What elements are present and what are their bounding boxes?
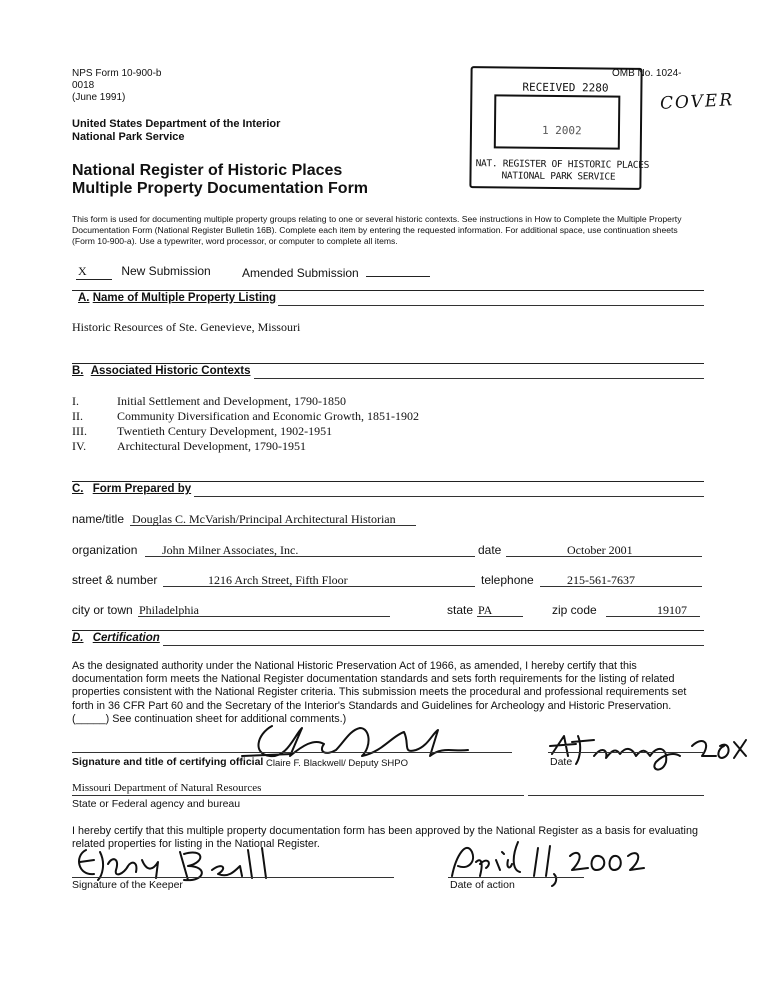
section-c-title: Form Prepared by [92,483,192,495]
keeper-signature-label: Signature of the Keeper [72,879,183,891]
section-b-title: Associated Historic Contexts [90,365,251,377]
name-title-field[interactable]: Douglas C. McVarish/Principal Architectural Historian [132,512,396,526]
context-4-num: IV. [72,439,87,453]
context-2-text: Community Diversification and Economic Growth, 1851-1902 [117,409,419,423]
context-2-num: II. [72,409,83,423]
section-a-heading [72,292,276,304]
state-field[interactable]: PA [478,603,493,617]
certification-date-label: Date [550,756,573,768]
keeper-date-label: Date of action [450,879,515,891]
organization-underline [145,556,475,557]
multiple-property-name: Historic Resources of Ste. Genevieve, Missouri [72,320,301,334]
keeper-signature-line [72,877,394,878]
section-d-heading [72,632,160,644]
new-submission-label: New Submission [121,264,211,278]
zip-label: zip code [552,603,597,617]
certification-paragraph: As the designated authority under the National Historic Preservation Act of 1966, as amended, I hereby certify that this documentation form meets the National Register documentation standards and sets forth requirements for the listing of related properties consistent with the National Register criteria. This submission meets the procedural and professional requirements set forth in 36 CFR Part 60 and the Secretary of the Interior's Standards and Guidelines for Archeology and Historic Preservation. (_____) See continuation sheet for additional comments.) [72,660,687,725]
telephone-label: telephone [481,573,534,587]
city-label: city or town [72,603,133,617]
name-title-label: name/title [72,512,125,526]
section-b-letter: B. [72,365,84,377]
stamp-date-box [494,94,621,149]
street-label: street & number [72,573,158,587]
context-3-text: Twentieth Century Development, 1902-1951 [117,424,333,438]
city-underline [138,616,390,617]
new-submission-mark[interactable]: X [76,264,112,280]
state-underline [477,616,523,617]
date-prepared-label: date [478,543,502,557]
section-a-heading-rule [278,305,704,306]
zip-underline [606,616,700,617]
amended-submission-blank[interactable] [366,264,430,277]
stamp-service: NATIONAL PARK SERVICE [501,170,616,183]
street-underline [163,586,475,587]
agency-line [72,795,524,796]
section-b-top-rule [72,363,704,364]
city-field[interactable]: Philadelphia [139,603,199,617]
section-a-title: Name of Multiple Property Listing [92,292,277,304]
street-field[interactable]: 1216 Arch Street, Fifth Floor [208,573,348,587]
context-4-text: Architectural Development, 1790-1951 [117,439,306,453]
agency-field[interactable]: Missouri Department of Natural Resources [72,782,262,794]
section-b-heading-rule [254,378,704,379]
context-1-num: I. [72,394,79,408]
stamp-date: 1 2002 [541,123,582,138]
name-title-underline [130,525,416,526]
section-c-top-rule [72,481,704,482]
context-1-text: Initial Settlement and Development, 1790-1850 [117,394,346,408]
telephone-underline [540,586,702,587]
amended-submission-label: Amended Submission [242,266,359,280]
section-c-heading-rule [194,496,704,497]
section-d-title: Certification [92,632,160,644]
section-a-letter: A. [78,292,90,304]
department-name: United States Department of the Interior [72,118,281,130]
keeper-date-line [448,877,584,878]
certifying-signature-line [72,752,512,753]
certifying-official-name: Claire F. Blackwell/ Deputy SHPO [266,758,409,769]
stamp-register: NAT. REGISTER OF HISTORIC PLACES [475,158,650,171]
service-name: National Park Service [72,131,185,143]
agency-line-right [528,795,704,796]
section-b-heading [72,365,250,377]
keeper-paragraph: I hereby certify that this multiple property documentation form has been approved by the National Register as a basis for evaluating related properties for listing in the National Register. [72,825,698,851]
amended-submission-row [242,264,430,280]
stamp-received: RECEIVED 2280 [522,80,609,95]
form-title-line-2: Multiple Property Documentation Form [72,180,369,197]
date-prepared-field[interactable]: October 2001 [567,543,633,557]
state-label: state [447,603,474,617]
section-c-heading [72,483,191,495]
section-a-top-rule [72,290,704,291]
certifying-official-signature [232,716,472,762]
agency-label: State or Federal agency and bureau [72,798,241,810]
organization-label: organization [72,543,138,557]
form-number-2: 0018 [72,80,95,91]
organization-field[interactable]: John Milner Associates, Inc. [162,543,299,557]
handwritten-cover-note: COVER [659,90,735,114]
section-c-letter: C. [72,483,84,495]
context-3-num: III. [72,424,87,438]
form-instructions: This form is used for documenting multiple property groups relating to one or several historic contexts. See instructions in How to Complete the Multiple Property Documentation Form (National Register Bulletin 16B). Complete each item by entering the requested information. For additional space, use continuation sheets (Form 10-900-a). Use a typewriter, word processor, or computer to complete all items. [72,214,682,247]
form-title-line-1: National Register of Historic Places [72,162,343,179]
date-prepared-underline [506,556,702,557]
omb-number: OMB No. 1024- [612,68,682,79]
certification-date-handwritten [546,726,756,776]
new-submission-row [76,264,211,280]
section-d-top-rule [72,630,704,631]
form-number: NPS Form 10-900-b [72,68,162,79]
form-date: (June 1991) [72,92,126,103]
telephone-field[interactable]: 215-561-7637 [567,573,635,587]
certifying-signature-label: Signature and title of certifying official [72,756,264,768]
zip-field[interactable]: 19107 [657,603,687,617]
section-d-heading-rule [163,645,704,646]
section-d-letter: D. [72,632,84,644]
certification-date-line [548,752,704,753]
